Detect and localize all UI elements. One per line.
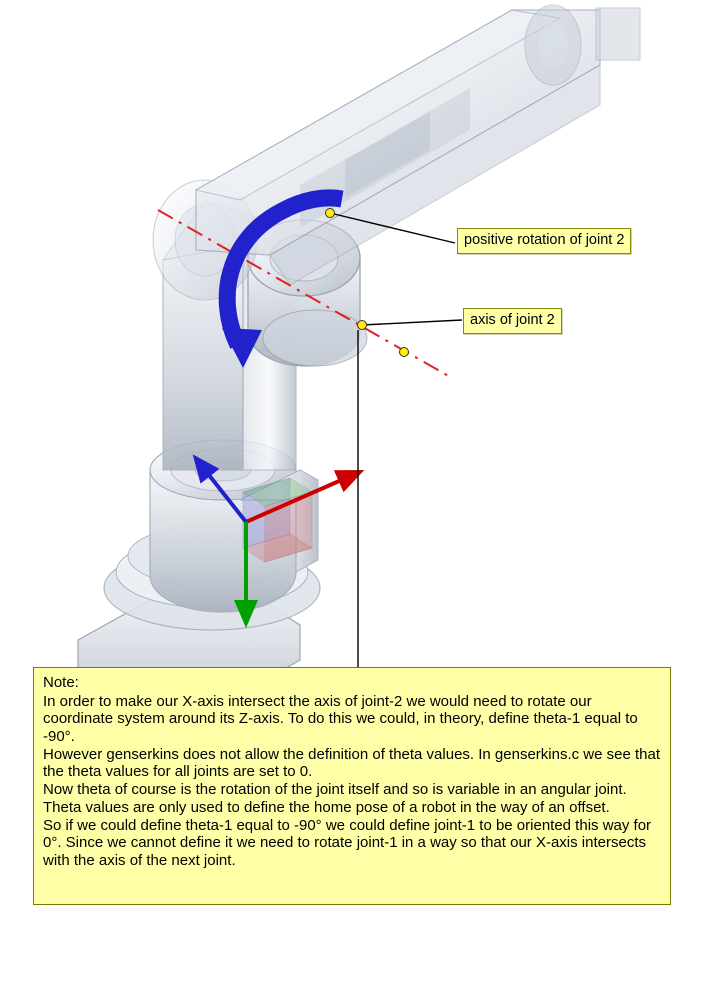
note-paragraph-1: In order to make our X-axis intersect the axis of joint-2 we would need to rotate our coordinate system around its Z-axis. To do this we could, in theory, define theta-1 equal to -90°. <box>43 692 638 746</box>
joint-2-rotation-marker <box>326 209 335 218</box>
callout-axis-of-joint-2: axis of joint 2 <box>463 308 562 334</box>
note-box <box>33 667 671 905</box>
note-paragraph-2: However genserkins does not allow the definition of theta values. In genserkins.c we see that the theta values for all joints are set to 0. <box>43 745 661 781</box>
joint-2-axis-marker-upper <box>358 321 367 330</box>
note-paragraph-3: Now theta of course is the rotation of the joint itself and so is variable in an angular joint. Theta values are only used to define the home pose of a robot in the way of an offset. <box>43 781 627 816</box>
callout-positive-rotation-of-joint-2: positive rotation of joint 2 <box>457 228 631 254</box>
note-paragraph-4: So if we could define theta-1 equal to -90° we could define joint-1 to be oriented this way for 0°. Since we cannot define it we need to rotate joint-1 in a way so that our X-axis intersects with the axis of the next joint. <box>43 816 652 869</box>
joint-2-axis-marker-lower <box>400 348 409 357</box>
note-title: Note: <box>43 674 79 691</box>
